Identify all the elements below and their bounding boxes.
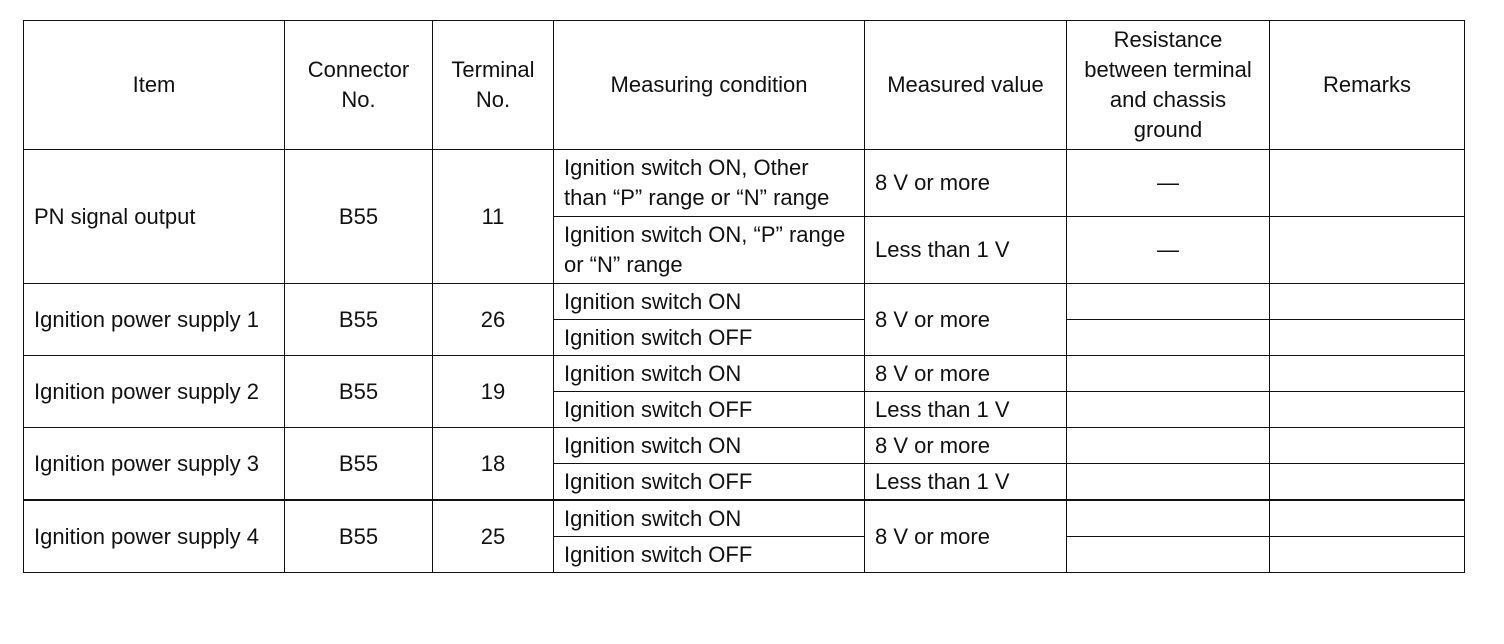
resistance-cell <box>1067 537 1270 573</box>
remarks-cell <box>1270 537 1465 573</box>
item-cell: PN signal output <box>24 150 285 284</box>
value-cell: 8 V or more <box>865 500 1067 573</box>
table-row <box>24 284 1465 320</box>
item-cell: Ignition power supply 1 <box>24 284 285 356</box>
resistance-cell <box>1067 464 1270 501</box>
connector-cell: B55 <box>285 428 433 501</box>
terminal-cell: 19 <box>433 356 554 428</box>
resistance-cell <box>1067 284 1270 320</box>
connector-cell: B55 <box>285 150 433 284</box>
header-value: Measured value <box>865 21 1067 150</box>
header-remarks: Remarks <box>1270 21 1465 150</box>
table-row <box>24 356 1465 392</box>
remarks-cell <box>1270 150 1465 217</box>
terminal-cell: 25 <box>433 500 554 573</box>
header-terminal: Terminal No. <box>433 21 554 150</box>
resistance-cell: — <box>1067 150 1270 217</box>
connector-cell: B55 <box>285 500 433 573</box>
resistance-cell <box>1067 320 1270 356</box>
value-cell: 8 V or more <box>865 356 1067 392</box>
remarks-cell <box>1270 284 1465 320</box>
item-cell: Ignition power supply 2 <box>24 356 285 428</box>
header-resistance: Resistance between terminal and chassis ground <box>1067 21 1270 150</box>
header-condition: Measuring condition <box>554 21 865 150</box>
item-cell: Ignition power supply 4 <box>24 500 285 573</box>
terminal-inspection-table <box>23 20 1465 573</box>
terminal-cell: 26 <box>433 284 554 356</box>
terminal-cell: 11 <box>433 150 554 284</box>
condition-cell: Ignition switch ON <box>554 428 865 464</box>
value-cell: Less than 1 V <box>865 464 1067 501</box>
value-cell: 8 V or more <box>865 284 1067 356</box>
header-row <box>24 21 1465 150</box>
value-cell: 8 V or more <box>865 428 1067 464</box>
resistance-cell <box>1067 428 1270 464</box>
remarks-cell <box>1270 500 1465 537</box>
connector-cell: B55 <box>285 284 433 356</box>
terminal-cell: 18 <box>433 428 554 501</box>
condition-cell: Ignition switch ON <box>554 500 865 537</box>
remarks-cell <box>1270 428 1465 464</box>
condition-cell: Ignition switch OFF <box>554 392 865 428</box>
remarks-cell <box>1270 217 1465 284</box>
resistance-cell <box>1067 500 1270 537</box>
value-cell: Less than 1 V <box>865 392 1067 428</box>
condition-cell: Ignition switch ON <box>554 356 865 392</box>
remarks-cell <box>1270 356 1465 392</box>
resistance-cell <box>1067 356 1270 392</box>
condition-cell: Ignition switch ON, “P” range or “N” range <box>554 217 865 284</box>
table-row <box>24 428 1465 464</box>
condition-cell: Ignition switch OFF <box>554 464 865 501</box>
remarks-cell <box>1270 464 1465 501</box>
resistance-cell <box>1067 392 1270 428</box>
condition-cell: Ignition switch OFF <box>554 537 865 573</box>
table-row <box>24 500 1465 537</box>
condition-cell: Ignition switch OFF <box>554 320 865 356</box>
remarks-cell <box>1270 320 1465 356</box>
item-cell: Ignition power supply 3 <box>24 428 285 501</box>
value-cell: Less than 1 V <box>865 217 1067 284</box>
header-item: Item <box>24 21 285 150</box>
value-cell: 8 V or more <box>865 150 1067 217</box>
table-row <box>24 150 1465 217</box>
resistance-cell: — <box>1067 217 1270 284</box>
connector-cell: B55 <box>285 356 433 428</box>
remarks-cell <box>1270 392 1465 428</box>
condition-cell: Ignition switch ON <box>554 284 865 320</box>
header-connector: Connector No. <box>285 21 433 150</box>
condition-cell: Ignition switch ON, Other than “P” range or “N” range <box>554 150 865 217</box>
